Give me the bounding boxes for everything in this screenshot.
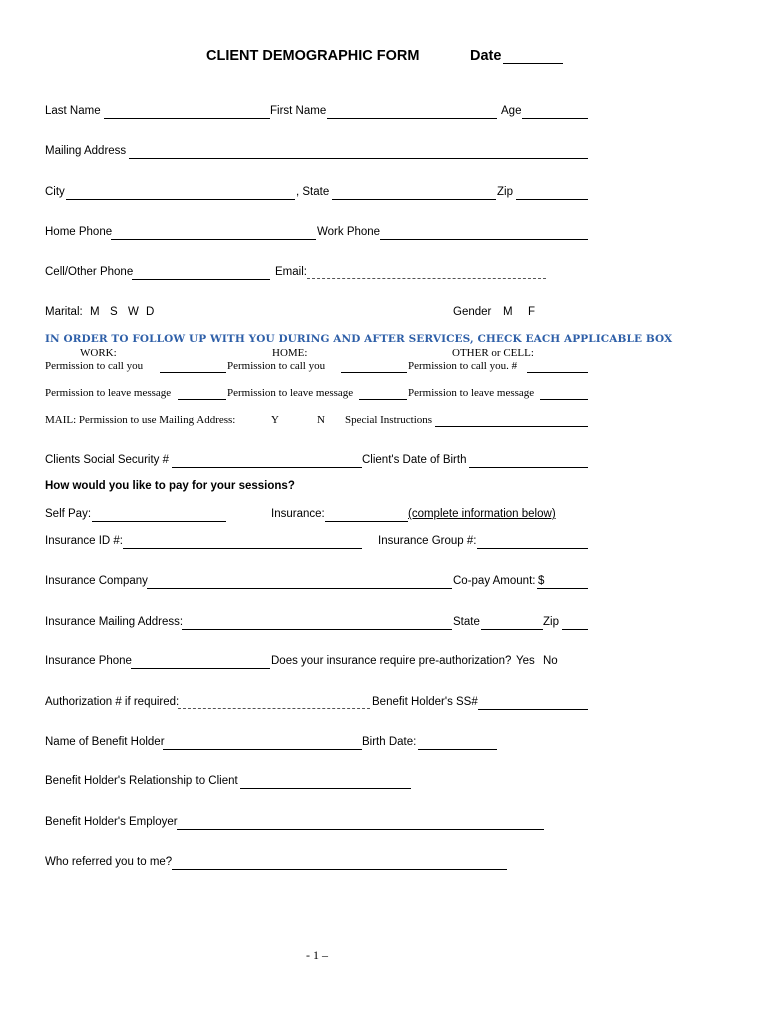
marital-option-s[interactable]: S <box>110 306 118 318</box>
relationship-label: Benefit Holder's Relationship to Client <box>45 775 238 787</box>
cell-phone-label: Cell/Other Phone <box>45 266 134 278</box>
form-title: CLIENT DEMOGRAPHIC FORM <box>206 48 420 64</box>
call-work-label: Permission to call you <box>45 360 144 372</box>
copay-label: Co-pay Amount: <box>453 575 536 587</box>
dob-label: Client's Date of Birth <box>362 454 467 466</box>
authorization-field[interactable] <box>178 708 370 709</box>
ssn-field[interactable] <box>172 467 362 468</box>
payment-question: How would you like to pay for your sessions? <box>45 480 295 492</box>
zip-field[interactable] <box>516 199 588 200</box>
insurance-id-label: Insurance ID #: <box>45 535 123 547</box>
msg-other-field[interactable] <box>540 399 588 400</box>
mail-yes-option[interactable]: Y <box>271 414 279 426</box>
holder-name-field[interactable] <box>163 749 362 750</box>
zip-label: Zip <box>497 186 513 198</box>
mailing-address-label: Mailing Address <box>45 145 127 157</box>
insurance-phone-field[interactable] <box>131 668 270 669</box>
call-other-field[interactable] <box>527 372 588 373</box>
msg-home-label: Permission to leave message <box>227 387 354 399</box>
holder-birth-date-label: Birth Date: <box>362 736 417 748</box>
gender-label: Gender <box>453 306 492 318</box>
insurance-group-label: Insurance Group #: <box>378 535 477 547</box>
home-phone-field[interactable] <box>111 239 316 240</box>
ssn-label: Clients Social Security # <box>45 454 169 466</box>
msg-work-field[interactable] <box>178 399 226 400</box>
employer-label: Benefit Holder's Employer <box>45 816 178 828</box>
preauth-yes-option[interactable]: Yes <box>516 655 535 667</box>
other-heading: OTHER or CELL: <box>452 347 534 359</box>
holder-ssn-field[interactable] <box>478 709 588 710</box>
age-field[interactable] <box>522 118 588 119</box>
last-name-field[interactable] <box>104 118 270 119</box>
insurance-zip-label: Zip <box>543 616 559 628</box>
cell-phone-field[interactable] <box>132 279 270 280</box>
insurance-state-field[interactable] <box>481 629 543 630</box>
dob-field[interactable] <box>469 467 588 468</box>
insurance-mailing-field[interactable] <box>182 629 452 630</box>
age-label: Age <box>501 105 522 117</box>
special-instructions-field[interactable] <box>435 426 588 427</box>
gender-option-f[interactable]: F <box>528 306 536 318</box>
work-heading: WORK: <box>80 347 117 359</box>
insurance-label: Insurance: <box>271 508 325 520</box>
self-pay-field[interactable] <box>92 521 226 522</box>
complete-info-note: (complete information below) <box>408 508 556 520</box>
msg-home-field[interactable] <box>359 399 407 400</box>
call-home-field[interactable] <box>341 372 407 373</box>
mailing-address-field[interactable] <box>129 158 588 159</box>
preauth-no-option[interactable]: No <box>543 655 558 667</box>
call-other-label: Permission to call you. # <box>408 360 518 372</box>
home-heading: HOME: <box>272 347 308 359</box>
page-number: - 1 – <box>306 948 328 962</box>
marital-option-m[interactable]: M <box>90 306 100 318</box>
work-phone-field[interactable] <box>380 239 588 240</box>
authorization-label: Authorization # if required: <box>45 696 180 708</box>
holder-name-label: Name of Benefit Holder <box>45 736 165 748</box>
email-label: Email: <box>275 266 307 278</box>
insurance-mailing-label: Insurance Mailing Address: <box>45 616 184 628</box>
date-label: Date <box>470 48 502 64</box>
insurance-company-field[interactable] <box>147 588 452 589</box>
msg-work-label: Permission to leave message <box>45 387 172 399</box>
city-label: City <box>45 186 65 198</box>
referral-field[interactable] <box>172 869 507 870</box>
copay-currency: $ <box>538 575 545 587</box>
first-name-field[interactable] <box>327 118 497 119</box>
copay-field[interactable] <box>537 588 588 589</box>
insurance-company-label: Insurance Company <box>45 575 148 587</box>
referral-label: Who referred you to me? <box>45 856 173 868</box>
preauth-question: Does your insurance require pre-authorization? <box>271 655 512 667</box>
insurance-id-field[interactable] <box>123 548 362 549</box>
insurance-zip-field[interactable] <box>562 629 588 630</box>
marital-label: Marital: <box>45 306 83 318</box>
marital-option-w[interactable]: W <box>128 306 139 318</box>
employer-field[interactable] <box>177 829 544 830</box>
mail-no-option[interactable]: N <box>317 414 325 426</box>
work-phone-label: Work Phone <box>317 226 381 238</box>
call-home-label: Permission to call you <box>227 360 326 372</box>
state-field[interactable] <box>332 199 496 200</box>
gender-option-m[interactable]: M <box>503 306 513 318</box>
first-name-label: First Name <box>270 105 327 117</box>
state-label: , State <box>296 186 330 198</box>
last-name-label: Last Name <box>45 105 101 117</box>
followup-banner: IN ORDER TO FOLLOW UP WITH YOU DURING AND AFTER SERVICES, CHECK EACH APPLICABLE BOX <box>45 333 673 345</box>
msg-other-label: Permission to leave message <box>408 387 535 399</box>
holder-birth-date-field[interactable] <box>418 749 497 750</box>
self-pay-label: Self Pay: <box>45 508 92 520</box>
special-instructions-label: Special Instructions <box>345 414 433 426</box>
insurance-phone-label: Insurance Phone <box>45 655 132 667</box>
home-phone-label: Home Phone <box>45 226 113 238</box>
mail-permission-label: MAIL: Permission to use Mailing Address: <box>45 414 236 426</box>
date-field[interactable] <box>503 63 563 64</box>
city-field[interactable] <box>66 199 295 200</box>
call-work-field[interactable] <box>160 372 226 373</box>
email-field[interactable] <box>307 278 546 279</box>
marital-option-d[interactable]: D <box>146 306 155 318</box>
insurance-state-label: State <box>453 616 480 628</box>
relationship-field[interactable] <box>240 788 411 789</box>
holder-ssn-label: Benefit Holder's SS# <box>372 696 478 708</box>
insurance-group-field[interactable] <box>477 548 588 549</box>
insurance-field[interactable] <box>325 521 408 522</box>
